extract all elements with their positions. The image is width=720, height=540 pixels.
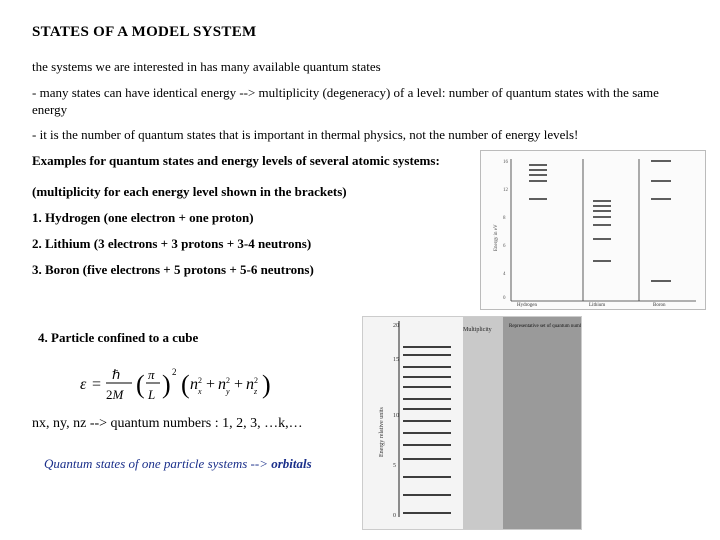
svg-text:(: ( xyxy=(136,370,145,399)
particle-cube-drawing xyxy=(363,317,581,529)
list-item-lithium: 2. Lithium (3 electrons + 3 protons + 3-4 neutrons) xyxy=(32,236,312,251)
svg-text:L: L xyxy=(148,387,156,402)
svg-text:2: 2 xyxy=(226,376,230,385)
svg-text:+: + xyxy=(234,376,244,393)
svg-text:2: 2 xyxy=(198,376,202,385)
svg-text:10: 10 xyxy=(393,413,399,419)
list-item-hydrogen: 1. Hydrogen (one electron + one proton) xyxy=(32,210,254,225)
svg-text:16: 16 xyxy=(503,160,508,165)
paragraph-degeneracy: - many states can have identical energy --> multiplicity (degeneracy) of a level: number of quantum states with the same energy xyxy=(32,85,659,117)
svg-text:12: 12 xyxy=(503,188,508,193)
svg-text:x: x xyxy=(198,387,202,396)
fig1-label-hydrogen: Hydrogen xyxy=(517,303,537,308)
quantum-number-vars: nx, ny, nz xyxy=(32,416,87,431)
svg-text:8: 8 xyxy=(503,216,506,221)
energy-formula-drawing xyxy=(78,365,278,405)
svg-text:6: 6 xyxy=(503,244,506,249)
quantum-numbers-line xyxy=(32,416,303,432)
svg-text:0: 0 xyxy=(393,513,396,519)
svg-text:z: z xyxy=(254,387,258,396)
quantum-number-description: --> quantum numbers : 1, 2, 3, …k,… xyxy=(89,416,303,431)
svg-text:): ) xyxy=(262,370,271,399)
svg-text:20: 20 xyxy=(393,323,399,329)
svg-text:ℏ: ℏ xyxy=(112,367,121,382)
orbitals-note xyxy=(44,456,312,472)
svg-text:ε: ε xyxy=(80,376,87,393)
energy-levels-drawing xyxy=(481,151,705,309)
svg-text:y: y xyxy=(226,387,230,396)
svg-text:+: + xyxy=(206,376,216,393)
multiplicity-note: (multiplicity for each energy level shown in the brackets) xyxy=(32,184,347,199)
fig1-axis-label: Energy in eV xyxy=(494,224,499,251)
examples-heading: Examples for quantum states and energy levels of several atomic systems: xyxy=(32,153,440,168)
energy-formula xyxy=(78,365,278,410)
svg-text:5: 5 xyxy=(393,463,396,469)
fig2-axis-label: Energy relative units xyxy=(379,407,385,457)
svg-text:): ) xyxy=(162,370,171,399)
page-title: STATES OF A MODEL SYSTEM xyxy=(32,24,257,40)
svg-text:π: π xyxy=(148,367,155,382)
svg-text:(: ( xyxy=(181,370,190,399)
fig1-label-boron: Boron xyxy=(653,303,666,308)
svg-text:4: 4 xyxy=(503,272,506,277)
fig2-multiplicity-label: Multiplicity xyxy=(463,327,492,333)
particle-cube-figure xyxy=(362,316,582,530)
svg-text:n: n xyxy=(190,376,198,393)
list-item-boron: 3. Boron (five electrons + 5 protons + 5-6 neutrons) xyxy=(32,262,314,277)
orbitals-note-prefix: Quantum states of one particle systems --> xyxy=(44,456,268,471)
fig2-set-label: Representative set of quantum numbers xyxy=(509,324,581,329)
svg-text:n: n xyxy=(246,376,254,393)
svg-text:2: 2 xyxy=(254,376,258,385)
svg-text:2M: 2M xyxy=(106,387,124,402)
svg-text:0: 0 xyxy=(503,296,506,301)
fig1-label-lithium: Lithium xyxy=(589,303,606,308)
paragraph-thermal: - it is the number of quantum states that is important in thermal physics, not the number of energy levels! xyxy=(32,127,579,142)
orbitals-word: orbitals xyxy=(271,456,312,471)
energy-levels-figure xyxy=(480,150,706,310)
svg-text:n: n xyxy=(218,376,226,393)
svg-text:2: 2 xyxy=(172,367,177,377)
particle-cube-heading: 4. Particle confined to a cube xyxy=(38,330,199,345)
paragraph-intro: the systems we are interested in has many available quantum states xyxy=(32,59,381,74)
svg-text:15: 15 xyxy=(393,357,399,363)
svg-text:=: = xyxy=(92,376,102,393)
